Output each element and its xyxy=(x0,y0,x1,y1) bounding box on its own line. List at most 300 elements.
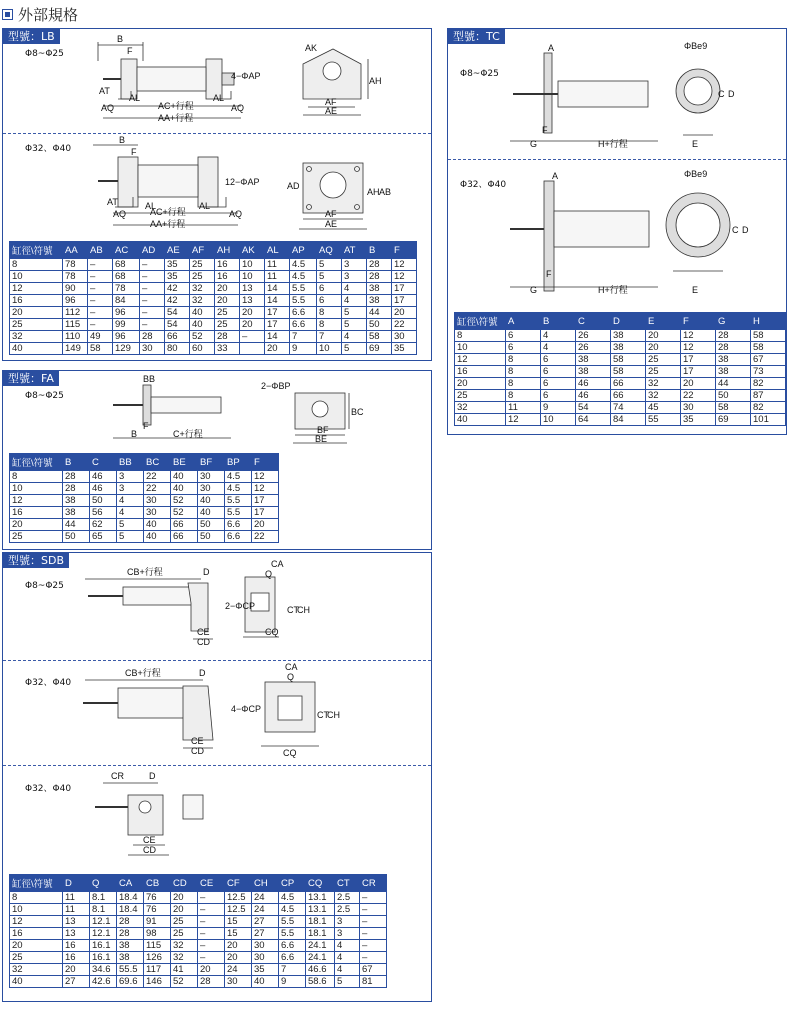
sdb-table-cell: 55.5 xyxy=(117,964,144,976)
sdb-table-cell: – xyxy=(198,928,225,940)
sdb-table-cell: 12 xyxy=(10,916,63,928)
fa-table-cell: 3 xyxy=(117,483,144,495)
sdb-table-cell: 20 xyxy=(63,964,90,976)
fa-table-cell: 22 xyxy=(144,483,171,495)
sdb-table-cell: 24 xyxy=(225,964,252,976)
tc-table-cell: 46 xyxy=(576,378,611,390)
fa-table-cell: 52 xyxy=(171,507,198,519)
lb-dim-af1: AF xyxy=(325,97,337,107)
lb-header-cell: AL xyxy=(265,242,290,259)
fa-table-row xyxy=(10,519,279,531)
lb-dim-aa1: AA+行程 xyxy=(158,113,194,123)
tc-range-2: Φ32、Φ40 xyxy=(460,180,507,190)
sdb-table-cell: 16 xyxy=(63,952,90,964)
lb-table-cell: 20 xyxy=(392,307,417,319)
sdb-dim-ca2: CA xyxy=(285,662,298,672)
tc-table-cell: 20 xyxy=(681,378,716,390)
tc-header-cell: B xyxy=(541,313,576,330)
sdb-table-cell: 28 xyxy=(117,916,144,928)
lb-drawing-2 xyxy=(3,133,433,243)
tc-dim-c1: C xyxy=(718,89,725,99)
lb-table-cell: 17 xyxy=(265,307,290,319)
sdb-table-cell: 20 xyxy=(171,892,198,904)
tc-drawing-2 xyxy=(448,159,788,309)
fa-header-cell: BC xyxy=(144,454,171,471)
fa-drawing xyxy=(3,371,433,451)
fa-table-row xyxy=(10,495,279,507)
sdb-dim-ce3: CE xyxy=(143,835,156,845)
lb-table-cell: – xyxy=(140,295,165,307)
sdb-header-cell: CT xyxy=(335,875,360,892)
sdb-header-cell: CD xyxy=(171,875,198,892)
tc-dim-g1: G xyxy=(530,139,538,149)
fa-dim-bb: BB xyxy=(143,374,156,384)
tc-table-cell: 17 xyxy=(681,354,716,366)
sdb-table-cell: 4 xyxy=(335,952,360,964)
lb-table-cell: 4.5 xyxy=(290,271,317,283)
sdb-table-cell: – xyxy=(198,916,225,928)
lb-table-cell: 6.6 xyxy=(290,307,317,319)
sdb-table-cell: 20 xyxy=(10,940,63,952)
fa-range: Φ8~Φ25 xyxy=(25,391,64,401)
lb-dim-af2: AF xyxy=(325,209,337,219)
tc-table-cell: 6 xyxy=(506,342,541,354)
sdb-table-cell: 58.6 xyxy=(306,976,335,988)
lb-table-cell: – xyxy=(140,307,165,319)
sdb-header-cell: CB xyxy=(144,875,171,892)
lb-header-cell: AC xyxy=(113,242,140,259)
lb-dim-ap2: 12−ΦAP xyxy=(225,177,260,187)
sdb-table-cell: 69.6 xyxy=(117,976,144,988)
sdb-table-cell: 3 xyxy=(335,928,360,940)
tc-table-row xyxy=(455,414,786,426)
tc-table-cell: 25 xyxy=(455,390,506,402)
sdb-table-cell: – xyxy=(360,916,387,928)
fa-table-cell: 40 xyxy=(171,471,198,483)
sdb-table-cell: 5.5 xyxy=(279,916,306,928)
sdb-dim-cq2: CQ xyxy=(283,748,297,758)
lb-table-cell: 17 xyxy=(392,283,417,295)
lb-table-cell: 20 xyxy=(265,343,290,355)
lb-table-row xyxy=(10,259,417,271)
lb-table-cell: 20 xyxy=(10,307,63,319)
lb-table-cell: 25 xyxy=(190,259,215,271)
fa-table-cell: 4.5 xyxy=(225,483,252,495)
lb-table-cell: 6 xyxy=(317,295,342,307)
fa-table-cell: 66 xyxy=(171,519,198,531)
lb-header-cell: AD xyxy=(140,242,165,259)
lb-table-cell: 16 xyxy=(215,259,240,271)
sdb-table-cell: 32 xyxy=(171,940,198,952)
lb-table-row xyxy=(10,271,417,283)
lb-table-cell: 68 xyxy=(113,259,140,271)
sdb-table-cell: 24 xyxy=(252,904,279,916)
lb-dim-aq3: AQ xyxy=(113,209,127,219)
sdb-table-cell: 40 xyxy=(252,976,279,988)
sdb-table-cell: 5 xyxy=(335,976,360,988)
sdb-table-cell: 24 xyxy=(252,892,279,904)
fa-table-cell: 30 xyxy=(198,471,225,483)
sdb-table-cell: 2.5 xyxy=(335,904,360,916)
lb-table-cell: 5 xyxy=(317,259,342,271)
lb-table-cell: 25 xyxy=(215,319,240,331)
lb-dim-al2: AL xyxy=(213,93,225,103)
lb-table-row xyxy=(10,295,417,307)
sdb-table-cell: 81 xyxy=(360,976,387,988)
sdb-table-cell: 25 xyxy=(171,916,198,928)
tc-table-cell: 28 xyxy=(716,330,751,342)
tc-table-cell: 12 xyxy=(455,354,506,366)
sdb-table-cell: 27 xyxy=(252,928,279,940)
sdb-table-cell: 18.4 xyxy=(117,892,144,904)
sdb-table-cell: 16 xyxy=(63,940,90,952)
sdb-table-cell: – xyxy=(360,952,387,964)
lb-table-cell: 58 xyxy=(367,331,392,343)
lb-table-cell: 7 xyxy=(317,331,342,343)
sdb-table-cell: 2.5 xyxy=(335,892,360,904)
tc-table-cell: 32 xyxy=(646,390,681,402)
tc-table-cell: 67 xyxy=(751,354,786,366)
fa-header-cell: F xyxy=(252,454,279,471)
tc-table-row xyxy=(455,390,786,402)
sdb-dim-d3: D xyxy=(149,771,156,781)
fa-table-cell: 12 xyxy=(252,483,279,495)
fa-table-cell: 40 xyxy=(198,495,225,507)
tc-table-cell: 11 xyxy=(506,402,541,414)
lb-table-cell: 6 xyxy=(317,283,342,295)
sdb-table-cell: 10 xyxy=(10,904,63,916)
tc-table-cell: 8 xyxy=(506,354,541,366)
lb-table-cell: 32 xyxy=(10,331,63,343)
lb-table-cell: 80 xyxy=(165,343,190,355)
tc-header-cell: 缸徑\符號 xyxy=(455,313,506,330)
tc-table-cell: 87 xyxy=(751,390,786,402)
tc-table-cell: 58 xyxy=(611,366,646,378)
lb-table-cell: 7 xyxy=(290,331,317,343)
sdb-header-cell: CF xyxy=(225,875,252,892)
lb-table-cell: 28 xyxy=(367,259,392,271)
tc-table-cell: 50 xyxy=(716,390,751,402)
sdb-drawing-3 xyxy=(3,765,433,860)
lb-table-row xyxy=(10,343,417,355)
fa-table-row xyxy=(10,483,279,495)
fa-table-cell: 17 xyxy=(252,507,279,519)
sdb-table-cell: 16.1 xyxy=(90,940,117,952)
fa-dim-b: B xyxy=(131,429,138,439)
lb-range-2: Φ32、Φ40 xyxy=(25,144,72,154)
sdb-table-cell: 12.1 xyxy=(90,928,117,940)
sdb-dim-cd1: CD xyxy=(197,637,210,647)
sdb-table-cell: 16.1 xyxy=(90,952,117,964)
lb-header-cell: AA xyxy=(63,242,88,259)
tc-spec-table xyxy=(454,312,786,426)
fa-table-cell: 50 xyxy=(198,531,225,543)
sdb-table-cell: 32 xyxy=(171,952,198,964)
tc-table-cell: 8 xyxy=(506,378,541,390)
tc-table-cell: 38 xyxy=(576,354,611,366)
sdb-dim-ct1: CT xyxy=(287,605,299,615)
badge-sdb: 型號：SDB xyxy=(3,553,69,568)
sdb-table-cell: 13.1 xyxy=(306,892,335,904)
fa-table-row xyxy=(10,507,279,519)
sdb-table-cell: 34.6 xyxy=(90,964,117,976)
badge-tc: 型號：TC xyxy=(448,29,505,44)
sdb-table-cell: 13 xyxy=(63,916,90,928)
tc-table-cell: 38 xyxy=(576,366,611,378)
lb-table-cell: 78 xyxy=(63,271,88,283)
fa-header-cell: BB xyxy=(117,454,144,471)
lb-dim-ah2: AH xyxy=(367,187,380,197)
lb-table-cell: 78 xyxy=(63,259,88,271)
tc-table-cell: 20 xyxy=(646,330,681,342)
lb-dim-ac2: AC+行程 xyxy=(150,207,186,217)
panel-tc xyxy=(447,28,787,435)
lb-table-cell: 35 xyxy=(165,259,190,271)
lb-table-cell: 8 xyxy=(317,319,342,331)
sdb-drawing-2 xyxy=(3,660,433,765)
lb-table-cell: 16 xyxy=(215,271,240,283)
lb-table-cell: 96 xyxy=(113,307,140,319)
fa-table-cell: 50 xyxy=(198,519,225,531)
fa-table-cell: 8 xyxy=(10,471,63,483)
sdb-table-cell: 40 xyxy=(10,976,63,988)
lb-table-cell: 12 xyxy=(392,259,417,271)
sdb-table-cell: 27 xyxy=(252,916,279,928)
panel-sdb xyxy=(2,552,432,1002)
lb-dim-al1: AL xyxy=(129,93,141,103)
sdb-table-row xyxy=(10,940,387,952)
tc-table-cell: 26 xyxy=(576,330,611,342)
sdb-table-cell: 16 xyxy=(10,928,63,940)
fa-table-cell: 25 xyxy=(10,531,63,543)
tc-table-cell: 84 xyxy=(611,414,646,426)
tc-table-cell: 45 xyxy=(646,402,681,414)
tc-table-cell: 8 xyxy=(506,366,541,378)
sdb-table-row xyxy=(10,904,387,916)
sdb-table-cell: 28 xyxy=(117,928,144,940)
fa-table-cell: 52 xyxy=(171,495,198,507)
tc-table-cell: 10 xyxy=(541,414,576,426)
lb-dim-ab: AB xyxy=(379,187,392,197)
lb-dim-aa2: AA+行程 xyxy=(150,219,186,229)
sdb-table-cell: 8 xyxy=(10,892,63,904)
sdb-table-cell: 46.6 xyxy=(306,964,335,976)
fa-table-cell: 5.5 xyxy=(225,507,252,519)
sdb-drawing-1 xyxy=(3,553,433,658)
sdb-table-cell: 91 xyxy=(144,916,171,928)
tc-table-row xyxy=(455,354,786,366)
sdb-header-cell: CR xyxy=(360,875,387,892)
tc-header-cell: E xyxy=(646,313,681,330)
lb-table-cell: 10 xyxy=(240,271,265,283)
sdb-table-cell: 8.1 xyxy=(90,892,117,904)
tc-table-cell: 73 xyxy=(751,366,786,378)
tc-dim-g2: G xyxy=(530,285,538,295)
sdb-table-row xyxy=(10,892,387,904)
tc-dim-be1: ΦBe9 xyxy=(684,41,708,51)
lb-dim-b2: B xyxy=(119,135,126,145)
lb-header-cell: F xyxy=(392,242,417,259)
tc-header-cell: F xyxy=(681,313,716,330)
lb-table-cell: 68 xyxy=(113,271,140,283)
tc-table-cell: 35 xyxy=(681,414,716,426)
lb-dim-f2: F xyxy=(131,147,137,157)
lb-table-cell: 16 xyxy=(10,295,63,307)
lb-table-cell: 11 xyxy=(265,259,290,271)
lb-table-cell: 96 xyxy=(113,331,140,343)
sdb-table-row xyxy=(10,952,387,964)
lb-table-cell: 66 xyxy=(165,331,190,343)
sdb-dim-cq1: CQ xyxy=(265,627,279,637)
sdb-header-cell: Q xyxy=(90,875,117,892)
fa-table-cell: 4 xyxy=(117,495,144,507)
fa-table-cell: 30 xyxy=(198,483,225,495)
tc-table-cell: 46 xyxy=(576,390,611,402)
sdb-table-cell: 20 xyxy=(225,952,252,964)
lb-table-cell: 25 xyxy=(10,319,63,331)
lb-table-cell: – xyxy=(88,295,113,307)
fa-table-cell: 62 xyxy=(90,519,117,531)
tc-table-cell: 55 xyxy=(646,414,681,426)
sdb-range-3: Φ32、Φ40 xyxy=(25,784,72,794)
tc-table-row xyxy=(455,366,786,378)
sdb-table-cell: 15 xyxy=(225,916,252,928)
sdb-table-cell: 6.6 xyxy=(279,952,306,964)
lb-table-cell: – xyxy=(88,259,113,271)
sdb-table-cell: – xyxy=(198,892,225,904)
sdb-table-cell: 38 xyxy=(117,940,144,952)
sdb-table-cell: 7 xyxy=(279,964,306,976)
sdb-dim-q1: Q xyxy=(265,569,273,579)
lb-table-cell: 5.5 xyxy=(290,295,317,307)
fa-table-cell: 4 xyxy=(117,507,144,519)
sdb-table-cell: 52 xyxy=(171,976,198,988)
sdb-table-cell: 20 xyxy=(225,940,252,952)
fa-table-cell: 5 xyxy=(117,531,144,543)
lb-dim-ae2: AE xyxy=(325,219,338,229)
lb-dim-ak: AK xyxy=(305,43,318,53)
fa-table-cell: 22 xyxy=(252,531,279,543)
fa-table-cell: 50 xyxy=(63,531,90,543)
sdb-table-cell: 24.1 xyxy=(306,952,335,964)
lb-table-cell: 112 xyxy=(63,307,88,319)
fa-table-cell: 38 xyxy=(63,507,90,519)
fa-header-cell: BE xyxy=(171,454,198,471)
lb-table-cell: – xyxy=(88,271,113,283)
lb-table-cell: 10 xyxy=(317,343,342,355)
tc-dim-a2: A xyxy=(552,171,559,181)
fa-table-cell: 22 xyxy=(144,471,171,483)
lb-table-cell: 40 xyxy=(10,343,63,355)
sdb-table-cell: 25 xyxy=(10,952,63,964)
fa-table-cell: 6.6 xyxy=(225,531,252,543)
sdb-dim-cd2: CD xyxy=(191,746,204,756)
tc-table-cell: 32 xyxy=(646,378,681,390)
tc-table-cell: 25 xyxy=(646,354,681,366)
lb-table-cell: 4 xyxy=(342,331,367,343)
lb-header-cell: AT xyxy=(342,242,367,259)
fa-table-cell: 17 xyxy=(252,495,279,507)
lb-table-cell: 20 xyxy=(240,307,265,319)
fa-dim-bf: BF xyxy=(317,425,329,435)
fa-header-cell: 缸徑\符號 xyxy=(10,454,63,471)
sdb-spec-table xyxy=(9,874,387,988)
fa-table-cell: 66 xyxy=(171,531,198,543)
sdb-dim-ce1: CE xyxy=(197,627,210,637)
sdb-header-cell: D xyxy=(63,875,90,892)
fa-table-cell: 20 xyxy=(252,519,279,531)
lb-table-cell: 42 xyxy=(165,283,190,295)
sdb-header-cell: CQ xyxy=(306,875,335,892)
sdb-table-cell: 30 xyxy=(252,952,279,964)
sdb-table-cell: 12.5 xyxy=(225,904,252,916)
tc-table-cell: 54 xyxy=(576,402,611,414)
tc-table-cell: 66 xyxy=(611,378,646,390)
lb-table-row xyxy=(10,319,417,331)
lb-table-cell: – xyxy=(140,259,165,271)
sdb-header-cell: CE xyxy=(198,875,225,892)
lb-table-cell: 42 xyxy=(165,295,190,307)
lb-dim-al3: AL xyxy=(145,201,157,211)
lb-range-1: Φ8~Φ25 xyxy=(25,49,64,59)
sdb-table-cell: – xyxy=(360,904,387,916)
tc-table-cell: 6 xyxy=(541,390,576,402)
sdb-dim-d1: D xyxy=(203,567,210,577)
lb-table-cell: 28 xyxy=(215,331,240,343)
lb-header-cell: AB xyxy=(88,242,113,259)
lb-table-cell: 22 xyxy=(392,319,417,331)
lb-header-cell: AE xyxy=(165,242,190,259)
tc-table-cell: 58 xyxy=(716,402,751,414)
sdb-header-cell: CA xyxy=(117,875,144,892)
tc-drawing-1 xyxy=(448,29,788,159)
sdb-dim-cb1: CB+行程 xyxy=(127,567,163,577)
lb-table-cell: 115 xyxy=(63,319,88,331)
fa-table-cell: 28 xyxy=(63,483,90,495)
sdb-dim-ch2: CH xyxy=(327,710,340,720)
fa-dim-bc: BC xyxy=(351,407,364,417)
fa-table-row xyxy=(10,531,279,543)
panel-fa xyxy=(2,370,432,550)
lb-dim-ae1: AE xyxy=(325,106,338,116)
tc-table-cell: 28 xyxy=(716,342,751,354)
fa-header-cell: BP xyxy=(225,454,252,471)
fa-header-cell: BF xyxy=(198,454,225,471)
sdb-table-cell: – xyxy=(360,892,387,904)
tc-table-cell: 101 xyxy=(751,414,786,426)
sdb-table-cell: 12.1 xyxy=(90,916,117,928)
sdb-table-cell: 30 xyxy=(252,940,279,952)
sdb-header-cell: CH xyxy=(252,875,279,892)
lb-table-cell: 14 xyxy=(265,295,290,307)
lb-table-cell: 52 xyxy=(190,331,215,343)
lb-table-cell: 5.5 xyxy=(290,283,317,295)
sdb-dim-ca1: CA xyxy=(271,559,284,569)
lb-drawing-1 xyxy=(3,29,433,134)
sdb-table-cell: 38 xyxy=(117,952,144,964)
tc-dim-f1: F xyxy=(542,125,548,135)
tc-table-cell: 69 xyxy=(716,414,751,426)
fa-table-cell: 44 xyxy=(63,519,90,531)
fa-table-cell: 28 xyxy=(63,471,90,483)
sdb-table-row xyxy=(10,916,387,928)
lb-header-cell: AQ xyxy=(317,242,342,259)
sdb-dim-ch1: CH xyxy=(297,605,310,615)
lb-dim-aq1: AQ xyxy=(101,103,115,113)
tc-table-cell: 8 xyxy=(506,390,541,402)
sdb-table-row xyxy=(10,928,387,940)
tc-table-cell: 12 xyxy=(506,414,541,426)
